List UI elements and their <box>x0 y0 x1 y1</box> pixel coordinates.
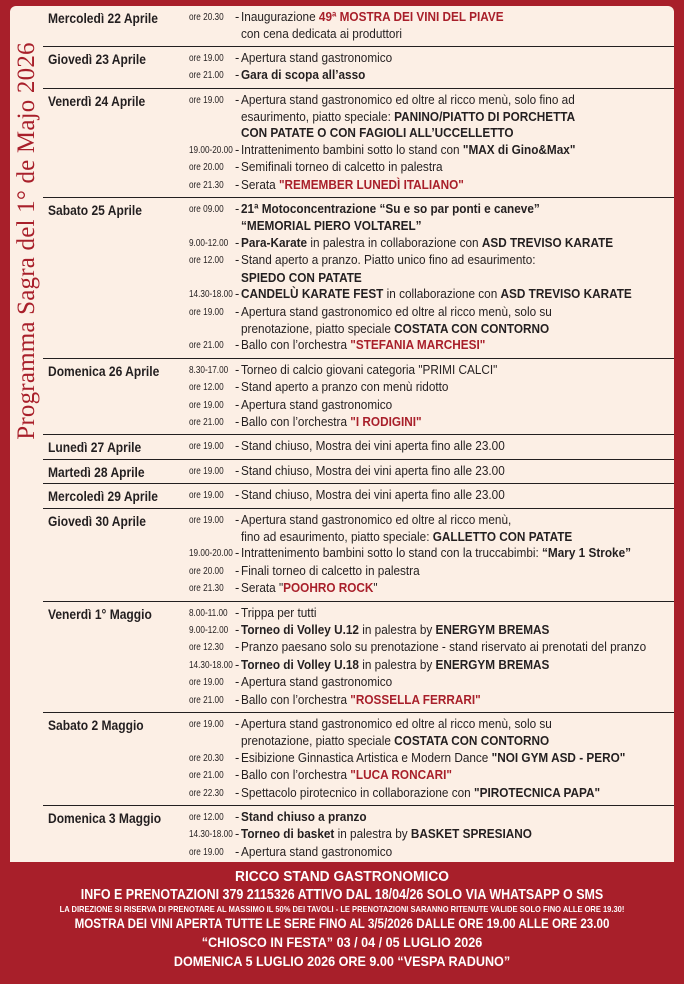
event-text-part: in palestra by <box>358 656 436 672</box>
event-text-part: Torneo di calcio giovani categoria "PRIMI CALCI" <box>241 361 498 377</box>
event-text-part: ASD TREVISO KARATE <box>481 234 614 250</box>
event-highlight: "STEFANIA MARCHESI" <box>350 337 486 353</box>
event-text <box>241 657 639 673</box>
event-separator: - <box>235 843 240 859</box>
event-highlight: "ROSSELLA FERRARI" <box>350 691 481 707</box>
event-text-part: Spettacolo pirotecnico in collaborazione con <box>241 784 475 800</box>
event-highlight: "I RODIGINI" <box>350 413 422 429</box>
event-highlight: "LUCA RONCARI" <box>350 767 452 783</box>
event-text-part: “Mary 1 Stroke” <box>542 545 632 561</box>
event-text <box>241 159 639 175</box>
event-time: ore 20.00 <box>189 162 224 174</box>
event-text-part: Gara di scopa all’asso <box>241 67 366 83</box>
event-row <box>189 512 674 529</box>
event-time: ore 19.00 <box>189 677 224 689</box>
event-row <box>189 529 674 545</box>
event-text-part: "MAX di Gino&Max" <box>462 141 576 157</box>
event-separator: - <box>235 9 240 24</box>
side-title: Programma Sagra del 1° de Majo 2026 <box>13 42 40 440</box>
event-text <box>241 487 639 503</box>
event-time: ore 19.00 <box>189 52 224 64</box>
event-text-part: Ballo con l’orchestra <box>241 413 351 429</box>
event-text-part: "NOI GYM ASD - PERO" <box>491 749 626 765</box>
event-text <box>241 605 639 621</box>
day-events <box>189 362 674 432</box>
day-name: Giovedì 23 Aprile <box>48 50 146 67</box>
footer-info-line: INFO E PRENOTAZIONI 379 2115326 ATTIVO DAL 18/04/26 SOLO VIA WHATSAPP O SMS <box>80 887 604 903</box>
event-text <box>241 67 639 83</box>
event-text-part: Apertura stand gastronomico <box>241 843 393 859</box>
event-separator: - <box>235 337 240 353</box>
event-text <box>241 733 639 749</box>
event-text-part: Finali torneo di calcetto in palestra <box>241 562 420 578</box>
event-time: ore 20.30 <box>189 752 224 764</box>
event-separator: - <box>235 438 240 454</box>
event-text <box>241 321 639 337</box>
day-block <box>43 713 674 806</box>
event-text-part: Stand chiuso a pranzo <box>241 809 367 825</box>
event-row <box>189 201 674 218</box>
event-text-part: Esibizione Ginnastica Artistica e Modern Dance <box>241 749 492 765</box>
event-time: ore 12.00 <box>189 255 224 267</box>
event-text <box>241 270 639 286</box>
event-separator: - <box>235 159 240 175</box>
footer-vespa: DOMENICA 5 LUGLIO 2026 ORE 9.00 “VESPA RADUNO” <box>173 953 511 969</box>
event-time: ore 21.00 <box>189 694 224 706</box>
event-row <box>189 218 674 234</box>
event-time: 9.00-12.00 <box>189 237 229 249</box>
event-row <box>189 809 674 826</box>
event-separator: - <box>235 252 240 268</box>
event-row <box>189 109 674 125</box>
event-text-part: Apertura stand gastronomico <box>241 674 393 690</box>
event-text-part: Torneo di basket <box>241 826 335 842</box>
event-text <box>241 26 639 42</box>
event-separator: - <box>235 691 240 707</box>
event-time: ore 21.30 <box>189 179 224 191</box>
event-text-part: Apertura stand gastronomico ed oltre al ricco menù, solo su <box>241 716 552 732</box>
event-text <box>241 218 639 234</box>
event-time: 14.30-18.00 <box>189 289 233 301</box>
event-row <box>189 159 674 176</box>
event-text-part: Apertura stand gastronomico <box>241 396 393 412</box>
event-time: ore 20.30 <box>189 12 224 23</box>
event-separator: - <box>235 716 240 732</box>
event-text <box>241 639 646 655</box>
event-text <box>241 337 639 353</box>
event-text <box>241 529 639 545</box>
event-separator: - <box>235 487 240 503</box>
event-text-part: SPIEDO CON PATATE <box>241 269 362 285</box>
event-row <box>189 270 674 286</box>
event-time: 14.30-18.00 <box>189 659 233 671</box>
event-separator: - <box>235 286 240 302</box>
event-row <box>189 177 674 194</box>
event-separator: - <box>235 639 240 655</box>
event-separator: - <box>235 67 240 83</box>
event-text <box>241 692 639 708</box>
event-time: 19.00-20.00 <box>189 144 233 156</box>
event-row <box>189 605 674 622</box>
event-highlight: "REMEMBER LUNEDÌ ITALIANO" <box>278 176 464 192</box>
day-name: Domenica 26 Aprile <box>48 362 160 379</box>
event-row <box>189 674 674 691</box>
event-separator: - <box>235 234 240 250</box>
day-block <box>43 435 674 459</box>
day-name: Sabato 2 Maggio <box>48 717 144 734</box>
event-text-part: Stand aperto a pranzo. Piatto unico fino ad esaurimento: <box>241 252 536 268</box>
event-separator: - <box>235 562 240 578</box>
event-text-part: CANDELÙ KARATE FEST <box>241 286 384 302</box>
day-events <box>189 201 674 355</box>
day-events <box>189 512 674 598</box>
event-highlight: POOHRO ROCK <box>283 580 374 596</box>
event-separator: - <box>235 604 240 620</box>
event-time: ore 20.00 <box>189 565 224 577</box>
event-time: ore 12.00 <box>189 382 224 394</box>
event-text <box>241 142 639 158</box>
event-text <box>241 750 639 766</box>
event-highlight: 49ª MOSTRA DEI VINI DEL PIAVE <box>318 9 504 24</box>
event-row <box>189 362 674 379</box>
event-time: 19.00-20.00 <box>189 548 233 560</box>
day-block <box>43 47 674 89</box>
event-text-part: Pranzo paesano solo su prenotazione - stand riservato ai prenotati del pranzo <box>241 639 647 655</box>
event-separator: - <box>235 176 240 192</box>
day-name: Sabato 25 Aprile <box>48 202 142 219</box>
event-time: ore 12.00 <box>189 812 224 824</box>
event-separator: - <box>235 396 240 412</box>
day-events <box>189 809 674 862</box>
event-text <box>241 622 639 638</box>
event-text <box>241 286 639 302</box>
event-text <box>241 379 639 395</box>
event-time: ore 09.00 <box>189 204 224 216</box>
day-name: Mercoledì 22 Aprile <box>48 10 158 26</box>
event-text <box>241 235 639 251</box>
day-events <box>189 92 674 194</box>
day-events <box>189 463 674 480</box>
day-block <box>43 6 674 47</box>
event-text <box>241 563 639 579</box>
event-text-part: 21ª Motoconcentrazione “Su e so par ponti e caneve” <box>241 201 540 217</box>
event-text-part: GALLETTO CON PATATE <box>432 528 573 544</box>
event-text-part: Stand chiuso, Mostra dei vini aperta fino alle 23.00 <box>241 438 505 454</box>
event-text <box>241 674 639 690</box>
event-text-part: Intrattenimento bambini sotto lo stand con <box>241 141 463 157</box>
event-text-part: Ballo con l’orchestra <box>241 767 351 783</box>
schedule-panel <box>10 6 674 862</box>
day-name: Lunedì 27 Aprile <box>48 439 142 456</box>
footer-stand: RICCO STAND GASTRONOMICO <box>234 869 450 885</box>
day-block <box>43 602 674 713</box>
event-row <box>189 826 674 843</box>
event-text-part: prenotazione, piatto speciale <box>241 320 395 336</box>
footer-wine-show: MOSTRA DEI VINI APERTA TUTTE LE SERE FINO AL 3/5/2026 DALLE ORE 19.00 ALLE ORE 23.00 <box>74 916 610 931</box>
event-text-part: Serata <box>241 176 279 192</box>
event-row <box>189 639 674 656</box>
event-text-part: " <box>373 580 378 596</box>
event-time: ore 19.00 <box>189 719 224 731</box>
event-separator: - <box>235 826 240 842</box>
schedule-list <box>43 6 674 862</box>
event-row <box>189 580 674 597</box>
event-row <box>189 92 674 109</box>
event-text-part: Semifinali torneo di calcetto in palestra <box>241 159 443 175</box>
footer-reservation-note: LA DIREZIONE SI RISERVA DI PRENOTARE AL MASSIMO IL 50% DEI TAVOLI - LE PRENOTAZIONI SARANNO RITENUTE VALIDE SOLO FINO ALLE ORE 19.30! <box>59 905 625 914</box>
event-text <box>241 397 639 413</box>
event-row <box>189 657 674 674</box>
event-row <box>189 321 674 337</box>
event-time: ore 19.00 <box>189 306 224 318</box>
day-events <box>189 50 674 85</box>
event-text-part: Para-Karate <box>241 234 308 250</box>
day-block <box>43 359 674 436</box>
event-text-part: Stand aperto a pranzo con menù ridotto <box>241 379 449 395</box>
event-text <box>241 9 639 25</box>
event-row <box>189 50 674 67</box>
day-block <box>43 89 674 198</box>
event-text <box>241 809 639 825</box>
event-text <box>241 177 639 193</box>
event-text <box>241 414 639 430</box>
event-separator: - <box>235 809 240 825</box>
event-time: ore 12.30 <box>189 642 224 654</box>
event-text-part: COSTATA CON CONTORNO <box>394 320 550 336</box>
day-block <box>43 509 674 602</box>
day-name: Mercoledì 29 Aprile <box>48 488 158 505</box>
event-text-part: Apertura stand gastronomico ed oltre al ricco menù, <box>241 511 512 527</box>
event-row <box>189 379 674 396</box>
event-separator: - <box>235 545 240 561</box>
event-row <box>189 750 674 767</box>
event-time: ore 22.30 <box>189 787 224 799</box>
event-text-part: Inaugurazione <box>241 9 319 24</box>
event-time: ore 19.00 <box>189 514 224 526</box>
event-time: ore 19.00 <box>189 465 224 477</box>
day-name: Venerdì 24 Aprile <box>48 92 146 109</box>
event-time: ore 21.00 <box>189 340 224 352</box>
event-text-part: in collaborazione con <box>383 286 501 302</box>
event-text-part: Trippa per tutti <box>241 604 317 620</box>
event-text-part: prenotazione, piatto speciale <box>241 733 395 749</box>
event-separator: - <box>235 91 240 107</box>
event-time: ore 19.00 <box>189 94 224 106</box>
event-separator: - <box>235 49 240 65</box>
footer-chiosco: “CHIOSCO IN FESTA” 03 / 04 / 05 LUGLIO 2026 <box>201 934 483 950</box>
event-text <box>241 125 639 141</box>
event-time: 9.00-12.00 <box>189 625 229 636</box>
event-time: ore 19.00 <box>189 399 224 411</box>
event-separator: - <box>235 361 240 377</box>
event-row <box>189 252 674 269</box>
event-text <box>241 92 639 108</box>
event-row <box>189 286 674 303</box>
day-block <box>43 460 674 484</box>
event-text-part: ENERGYM BREMAS <box>435 622 550 637</box>
event-text <box>241 463 639 479</box>
day-block <box>43 484 674 508</box>
event-text <box>241 826 639 842</box>
event-text-part: CON PATATE O CON FAGIOLI ALL’UCCELLETTO <box>241 125 514 141</box>
day-events <box>189 716 674 802</box>
event-time: 14.30-18.00 <box>189 829 233 841</box>
event-text-part: “MEMORIAL PIERO VOLTAREL” <box>241 218 422 234</box>
event-time: ore 19.00 <box>189 441 224 453</box>
event-text-part: PANINO/PIATTO DI PORCHETTA <box>394 109 576 125</box>
event-row <box>189 414 674 431</box>
event-time: ore 21.00 <box>189 416 224 428</box>
event-text-part: Torneo di Volley U.12 <box>241 622 359 637</box>
event-row <box>189 692 674 709</box>
event-text-part: esaurimento, piatto speciale: <box>241 109 395 125</box>
day-block <box>43 198 674 359</box>
event-time: ore 21.00 <box>189 770 224 782</box>
event-row <box>189 125 674 141</box>
event-row <box>189 767 674 784</box>
event-time: 8.30-17.00 <box>189 364 229 376</box>
event-separator: - <box>235 201 240 217</box>
event-text-part: Serata " <box>241 580 284 596</box>
day-events <box>189 487 674 504</box>
event-text <box>241 304 639 320</box>
event-separator: - <box>235 303 240 319</box>
event-text-part: Ballo con l’orchestra <box>241 691 351 707</box>
event-row <box>189 487 674 504</box>
event-time: ore 19.00 <box>189 846 224 858</box>
event-row <box>189 67 674 84</box>
event-text <box>241 512 639 528</box>
poster <box>6 4 678 980</box>
day-events <box>189 438 674 455</box>
event-text <box>241 767 639 783</box>
event-separator: - <box>235 379 240 395</box>
event-separator: - <box>235 749 240 765</box>
event-row <box>189 304 674 321</box>
event-time: ore 19.00 <box>189 490 224 502</box>
event-time: 8.00-11.00 <box>189 607 228 619</box>
event-text <box>241 50 639 66</box>
event-text-part: Torneo di Volley U.18 <box>241 656 359 672</box>
event-separator: - <box>235 462 240 478</box>
event-text <box>241 438 639 454</box>
event-text-part: con cena dedicata ai produttori <box>241 26 403 42</box>
event-row <box>189 397 674 414</box>
event-text-part: Ballo con l’orchestra <box>241 337 351 353</box>
event-text <box>241 362 639 378</box>
event-text <box>241 844 639 860</box>
event-text <box>241 545 639 561</box>
event-separator: - <box>235 141 240 157</box>
footer-info <box>6 862 678 980</box>
event-text <box>241 580 639 596</box>
event-separator: - <box>235 674 240 690</box>
event-text-part: ENERGYM BREMAS <box>435 656 550 672</box>
event-text-part: fino ad esaurimento, piatto speciale: <box>241 528 433 544</box>
event-text-part: "PIROTECNICA PAPA" <box>474 784 601 800</box>
event-text-part: Apertura stand gastronomico ed oltre al ricco menù, solo fino ad <box>241 91 575 107</box>
event-row <box>189 785 674 802</box>
event-text <box>241 716 639 732</box>
event-time: ore 21.00 <box>189 70 224 82</box>
event-text-part: Stand chiuso, Mostra dei vini aperta fino alle 23.00 <box>241 487 505 503</box>
day-events <box>189 605 674 709</box>
event-text-part: Intrattenimento bambini sotto lo stand con la truccabimbi: <box>241 545 543 561</box>
event-text-part: in palestra by <box>334 826 411 842</box>
day-events <box>189 9 674 43</box>
day-name: Martedì 28 Aprile <box>48 463 145 480</box>
event-separator: - <box>235 656 240 672</box>
event-row <box>189 463 674 480</box>
event-separator: - <box>235 784 240 800</box>
day-name: Venerdì 1° Maggio <box>48 605 152 622</box>
event-text <box>241 252 639 268</box>
event-text <box>241 201 639 217</box>
event-text-part: ASD TREVISO KARATE <box>500 286 632 302</box>
event-row <box>189 26 674 42</box>
event-row <box>189 733 674 749</box>
event-row <box>189 563 674 580</box>
event-separator: - <box>235 511 240 527</box>
event-row <box>189 844 674 861</box>
day-name: Domenica 3 Maggio <box>48 810 162 827</box>
event-text <box>241 109 639 125</box>
event-row <box>189 545 674 562</box>
event-separator: - <box>235 413 240 429</box>
event-text-part: COSTATA CON CONTORNO <box>394 733 550 749</box>
day-name: Giovedì 30 Aprile <box>48 512 146 529</box>
event-text-part: Apertura stand gastronomico <box>241 49 393 65</box>
event-row <box>189 235 674 252</box>
event-row <box>189 716 674 733</box>
day-block <box>43 806 674 862</box>
event-text-part: Stand chiuso, Mostra dei vini aperta fino alle 23.00 <box>241 462 505 478</box>
event-text-part: in palestra in collaborazione con <box>307 234 482 250</box>
event-text-part: in palestra by <box>358 622 436 637</box>
event-separator: - <box>235 580 240 596</box>
event-separator: - <box>235 767 240 783</box>
event-text-part: Apertura stand gastronomico ed oltre al ricco menù, solo su <box>241 303 552 319</box>
event-text-part: BASKET SPRESIANO <box>410 826 532 842</box>
event-row <box>189 142 674 159</box>
event-row <box>189 9 674 26</box>
event-row <box>189 337 674 354</box>
event-separator: - <box>235 622 240 637</box>
event-text <box>241 785 639 801</box>
event-row <box>189 438 674 455</box>
event-row <box>189 622 674 639</box>
side-title-band <box>10 6 44 476</box>
event-time: ore 21.30 <box>189 583 224 595</box>
